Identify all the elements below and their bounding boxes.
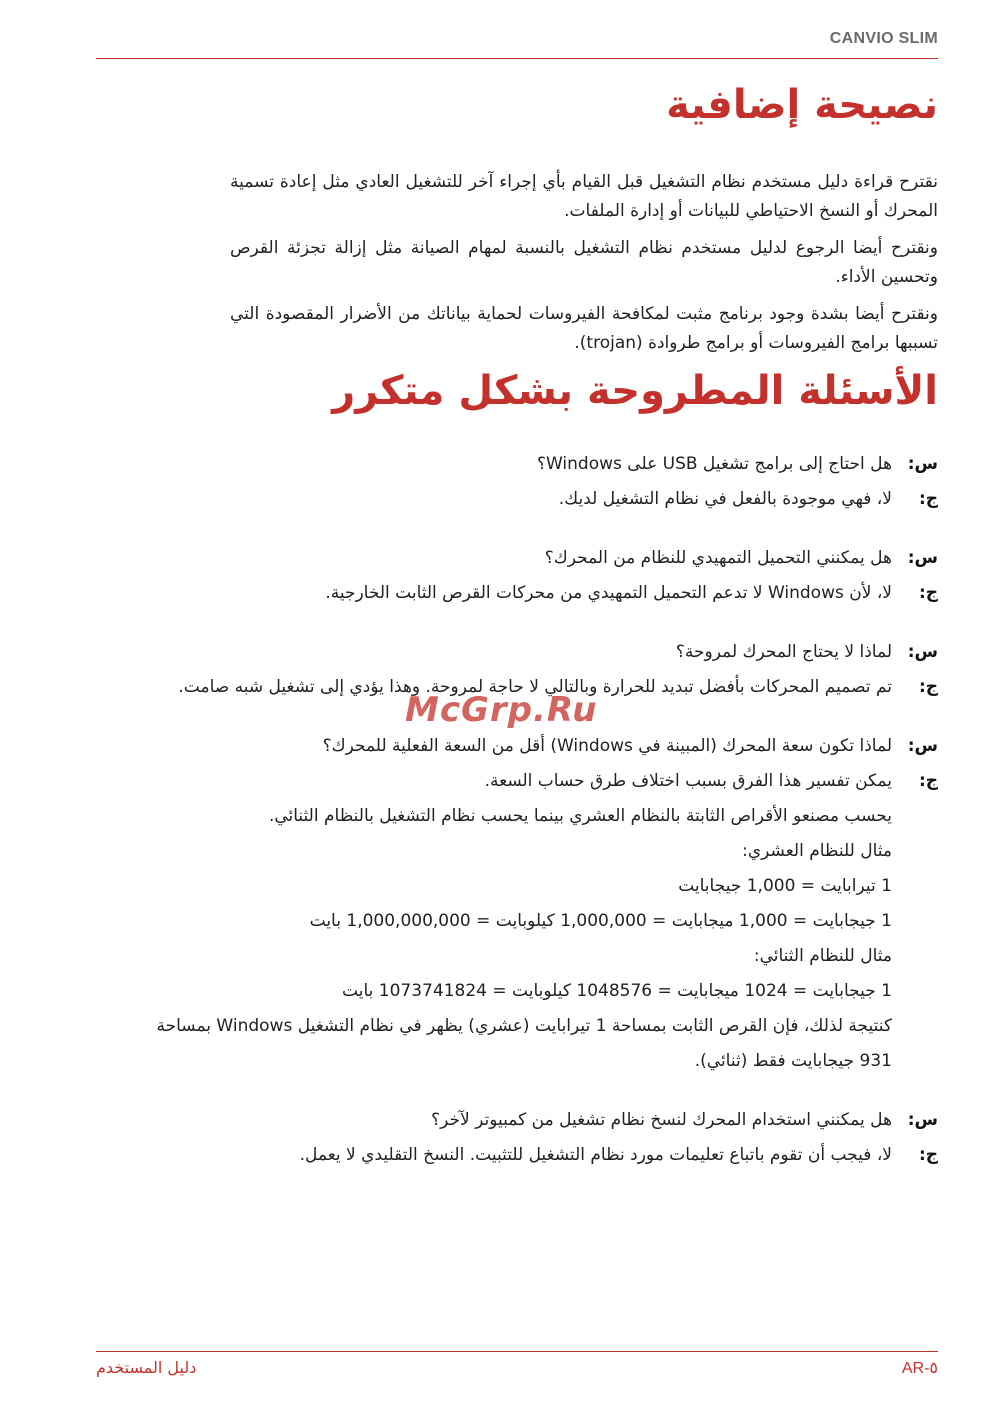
watermark: McGrp.Ru <box>405 690 598 730</box>
tips-paragraph: ونقترح أيضا بشدة وجود برنامج مثبت لمكافحة الفيروسات لحماية بياناتك من الأضرار المقصودة التي تسببها برامج الفيروسات أو برامج طروادة (trojan). <box>230 304 938 353</box>
section-title-tips: نصيحة إضافية <box>666 82 938 128</box>
question-text: لماذا لا يحتاج المحرك لمروحة؟ <box>675 642 892 662</box>
answer-text: يمكن تفسير هذا الفرق بسبب اختلاف طرق حساب السعة. <box>484 771 892 791</box>
faq-item <box>96 732 938 1076</box>
faq-question <box>96 450 938 479</box>
question-marker: س: <box>907 642 938 662</box>
answer-marker: ج: <box>918 489 938 509</box>
answer-detail-line: مثال للنظام العشري: <box>742 841 892 861</box>
page-number: AR-٥ <box>901 1360 938 1377</box>
question-marker: س: <box>907 548 938 568</box>
answer-detail-line: كنتيجة لذلك، فإن القرص الثابت بمساحة 1 تيرابايت (عشري) يظهر في نظام التشغيل Windows بمساحة <box>156 1016 892 1036</box>
faq-item <box>96 450 938 514</box>
header-rule <box>96 58 938 59</box>
tips-paragraph: ونقترح أيضا الرجوع لدليل مستخدم نظام التشغيل بالنسبة لمهام الصيانة مثل إزالة تجزئة القرص وتحسين الأداء. <box>230 238 938 287</box>
answer-detail-line: يحسب مصنعو الأقراص الثابتة بالنظام العشري بينما يحسب نظام التشغيل بالنظام الثنائي. <box>268 806 892 826</box>
answer-text: لا، فهي موجودة بالفعل في نظام التشغيل لديك. <box>558 489 892 509</box>
faq-answer <box>96 485 938 514</box>
answer-marker: ج: <box>918 771 938 791</box>
brand-label: CANVIO SLIM <box>829 30 938 47</box>
footer-guide-title: دليل المستخدم <box>96 1358 197 1377</box>
answer-text: لا، فيجب أن تقوم باتباع تعليمات مورد نظام التشغيل للتثبيت. النسخ التقليدي لا يعمل. <box>299 1145 892 1165</box>
answer-text: لا، لأن Windows لا تدعم التحميل التمهيدي من محركات القرص الثابت الخارجية. <box>325 583 892 603</box>
faq-answer <box>96 579 938 608</box>
faq-question <box>96 544 938 573</box>
faq-answer <box>96 767 938 796</box>
answer-detail-line: مثال للنظام الثنائي: <box>753 946 892 966</box>
answer-marker: ج: <box>918 1145 938 1165</box>
question-marker: س: <box>907 1110 938 1130</box>
answer-marker: ج: <box>918 583 938 603</box>
section-title-faq: الأسئلة المطروحة بشكل متكرر <box>332 368 938 414</box>
footer-rule <box>96 1351 938 1352</box>
question-marker: س: <box>907 736 938 756</box>
faq-question <box>96 638 938 667</box>
question-text: لماذا تكون سعة المحرك (المبينة في Windows) أقل من السعة الفعلية للمحرك؟ <box>322 736 892 756</box>
question-text: هل يمكنني التحميل التمهيدي للنظام من المحرك؟ <box>544 548 892 568</box>
answer-marker: ج: <box>918 677 938 697</box>
faq-answer <box>96 1141 938 1170</box>
question-marker: س: <box>907 454 938 474</box>
answer-detail-line: 931 جيجابايت فقط (ثنائي). <box>694 1051 892 1071</box>
tips-paragraph: نقترح قراءة دليل مستخدم نظام التشغيل قبل القيام بأي إجراء آخر للتشغيل العادي مثل إعادة تسمية المحرك أو النسخ الاحتياطي للبيانات أو إدارة الملفات. <box>230 172 938 221</box>
answer-text: تم تصميم المحركات بأفضل تبديد للحرارة وبالتالي لا حاجة لمروحة. وهذا يؤدي إلى تشغيل شبه صامت. <box>178 677 892 697</box>
question-text: هل احتاج إلى برامج تشغيل USB على Windows؟ <box>536 454 892 474</box>
question-text: هل يمكنني استخدام المحرك لنسخ نظام تشغيل من كمبيوتر لآخر؟ <box>431 1110 892 1130</box>
tips-paragraphs <box>96 168 938 358</box>
faq-item <box>96 1106 938 1170</box>
faq-question <box>96 732 938 761</box>
page-content <box>96 80 938 1200</box>
faq-list <box>96 450 938 1170</box>
faq-item <box>96 544 938 608</box>
answer-detail-line: 1 جيجابايت = 1024 ميجابايت = 1048576 كيلوبايت = 1073741824 بايت <box>342 981 892 1001</box>
answer-detail-line: 1 جيجابايت = 1,000 ميجابايت = 1,000,000 كيلوبايت = 1,000,000,000 بايت <box>309 911 892 931</box>
answer-detail-line: 1 تيرابايت = 1,000 جيجابايت <box>678 876 892 896</box>
faq-question <box>96 1106 938 1135</box>
